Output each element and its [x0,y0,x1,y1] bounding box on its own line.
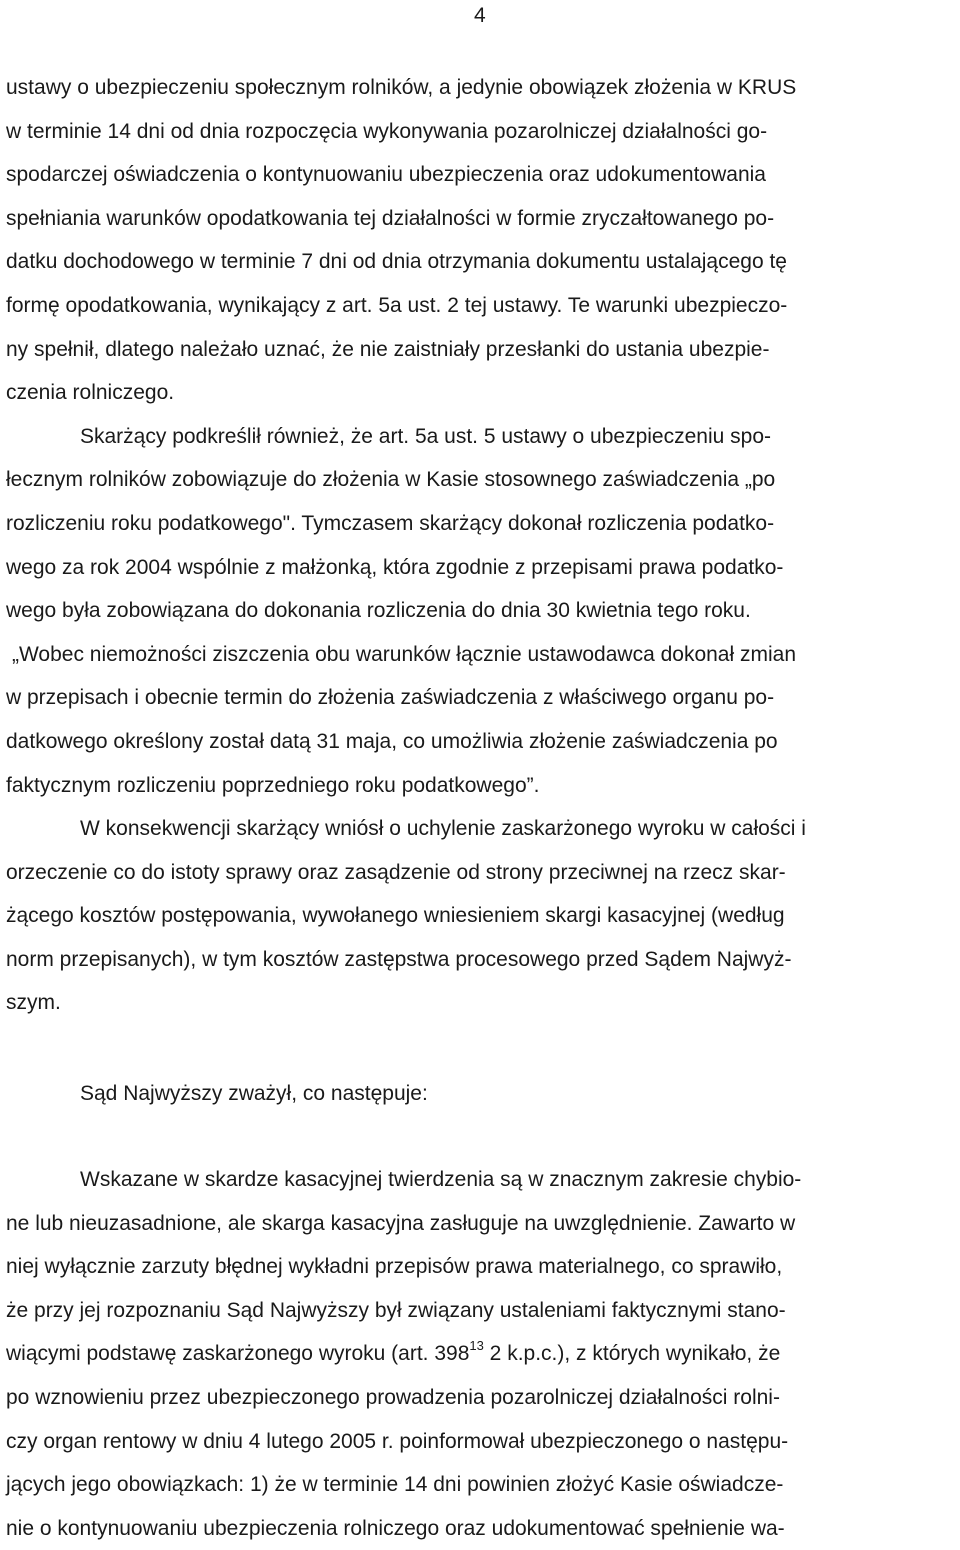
section-heading-block [6,1072,956,1116]
text-line: faktycznym rozliczeniu poprzedniego roku podatkowego”. [6,773,540,797]
text-line: norm przepisanych), w tym kosztów zastępstwa procesowego przed Sądem Najwyż- [6,947,792,971]
text-line [6,1332,956,1376]
text-line: po wznowieniu przez ubezpieczonego prowadzenia pozarolniczej działalności rolni- [6,1385,780,1409]
text-line: że przy jej rozpoznaniu Sąd Najwyższy był związany ustaleniami faktycznymi stano- [6,1298,786,1322]
text-line: rozliczeniu roku podatkowego". Tymczasem skarżący dokonał rozliczenia podatko- [6,511,775,535]
text-line: W konsekwencji skarżący wniósł o uchylenie zaskarżonego wyroku w całości i [80,817,806,841]
body-text-section-2 [6,1158,956,1550]
citation-continuation: 2 k.p.c.), z których wynikało, że [483,1342,781,1366]
citation-superscript: 13 [469,1338,484,1354]
text-line: łecznym rolników zobowiązuje do złożenia w Kasie stosownego zaświadczenia „po [6,468,776,492]
text-line: datku dochodowego w terminie 7 dni od dnia otrzymania dokumentu ustalającego tę [6,250,787,274]
text-line: wego była zobowiązana do dokonania rozliczenia do dnia 30 kwietnia tego roku. [6,599,751,623]
citation-text: wiącymi podstawę zaskarżonego wyroku (art. 398 [6,1342,470,1366]
text-line: wego za rok 2004 wspólnie z małżonką, która zgodnie z przepisami prawa podatko- [6,555,784,579]
text-line: czy organ rentowy w dniu 4 lutego 2005 r. poinformował ubezpieczonego o następu- [6,1429,789,1453]
page-number: 4 [474,4,486,27]
text-line: niej wyłącznie zarzuty błędnej wykładni przepisów prawa materialnego, co sprawiło, [6,1255,783,1279]
text-line: ne lub nieuzasadnione, ale skarga kasacyjna zasługuje na uwzględnienie. Zawarto w [6,1211,796,1235]
text-line: żącego kosztów postępowania, wywołanego wniesieniem skargi kasacyjnej (według [6,904,785,928]
text-line: „Wobec niemożności ziszczenia obu warunków łącznie ustawodawca dokonał zmian [12,642,797,666]
text-line: czenia rolniczego. [6,381,175,405]
text-line: ustawy o ubezpieczeniu społecznym rolników, a jedynie obowiązek złożenia w KRUS [6,76,797,99]
text-line: Wskazane w skardze kasacyjnej twierdzenia są w znacznym zakresie chybio- [80,1168,802,1191]
text-line: spodarczej oświadczenia o kontynuowaniu ubezpieczenia oraz udokumentowania [6,163,766,187]
text-line: orzeczenie co do istoty sprawy oraz zasądzenie od strony przeciwnej na rzecz skar- [6,860,786,884]
section-heading: Sąd Najwyższy zważył, co następuje: [80,1082,428,1105]
text-line: Skarżący podkreślił również, że art. 5a ust. 5 ustawy o ubezpieczeniu spo- [80,424,772,448]
text-line: formę opodatkowania, wynikający z art. 5a ust. 2 tej ustawy. Te warunki ubezpieczo- [6,293,788,317]
text-line: szym. [6,991,61,1015]
text-line: jących jego obowiązkach: 1) że w terminie 14 dni powinien złożyć Kasie oświadcze- [6,1473,784,1497]
text-line: datkowego określony został datą 31 maja, co umożliwia złożenie zaświadczenia po [6,729,778,753]
body-text-section-1 [6,66,956,1025]
text-line: nie o kontynuowaniu ubezpieczenia rolniczego oraz udokumentować spełnienie wa- [6,1516,785,1540]
text-line: spełniania warunków opodatkowania tej działalności w formie zryczałtowanego po- [6,206,775,230]
text-line: w terminie 14 dni od dnia rozpoczęcia wykonywania pozarolniczej działalności go- [6,119,768,143]
text-line: ny spełnił, dlatego należało uznać, że nie zaistniały przesłanki do ustania ubezpie- [6,337,770,361]
text-line: w przepisach i obecnie termin do złożenia zaświadczenia z właściwego organu po- [6,686,775,710]
